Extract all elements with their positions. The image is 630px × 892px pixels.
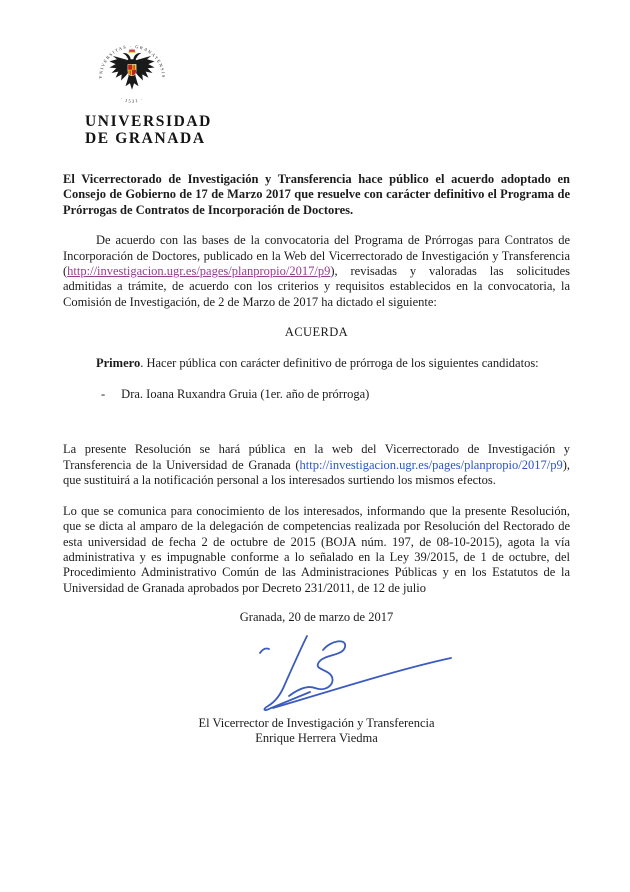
planpropio-link-1[interactable]: http://investigacion.ugr.es/pages/planpropio/2017/p9 xyxy=(67,264,331,279)
planpropio-link-2[interactable]: http://investigacion.ugr.es/pages/planpropio/2017/p9 xyxy=(299,457,563,472)
acuerda-heading: ACUERDA xyxy=(284,325,349,340)
para1-text-after: ), revisadas y valoradas las solicitudes admitidas a trámite, de acuerdo con los criterios y requisitos establecidos en la convocatoria, la Comisión de Investigación, de 2 de Marzo de 2017 ha dictado el siguiente: xyxy=(63,264,570,309)
signer-name: Enrique Herrera Viedma xyxy=(255,730,378,745)
paragraph-primero xyxy=(63,356,570,371)
announcement-header: El Vicerrectorado de Investigación y Transferencia hace público el acuerdo adoptado en Consejo de Gobierno de 17 de Marzo 2017 que resuelve con carácter definitivo el Programa de Prórrogas de Contratos de Incorporación de Doctores. xyxy=(63,172,570,217)
paragraph-legal: Lo que se comunica para conocimiento de los interesados, informando que la presente Resolución, que se dicta al amparo de la delegación de competencias realizada por Resolución del Rectorado de esta universidad de fecha 2 de octubre de 2015 (BOJA núm. 197, de 08-10-2015), agota la vía administrativa y es impugnable conforme a lo señalado en la Ley 39/2015, de 1 de octubre, del Procedimiento Administrativo Común de las Administraciones Públicas y en los Estatutos de la Universidad de Granada aprobados por Decreto 231/2011, de 12 de julio xyxy=(63,503,570,595)
para1-text-before: De acuerdo con las bases de la convocatoria del Programa de Prórrogas para Contratos de Incorporación de Doctores, publicado en la Web del Vicerrectorado de Investigación y Transferencia ( xyxy=(63,233,570,279)
candidate-list-item xyxy=(101,387,570,402)
ugr-logo xyxy=(63,0,570,147)
handwritten-signature xyxy=(255,632,455,712)
crown-icon xyxy=(129,48,136,52)
shield-icon xyxy=(128,64,136,75)
seal-text-top: VNIVERSITAS · GRANATENSIS xyxy=(97,43,167,79)
primero-text: . Hacer pública con carácter definitivo de prórroga de los siguientes candidatos: xyxy=(140,355,539,370)
dateline: Granada, 20 de marzo de 2017 xyxy=(239,610,394,625)
ugr-wordmark xyxy=(85,114,570,147)
para2-text-after: ), que sustituirá a la notificación personal a los interesados surtiendo los mismos efectos. xyxy=(63,457,570,488)
signer-title: El Vicerrector de Investigación y Transferencia xyxy=(198,715,435,730)
paragraph-publicacion xyxy=(63,442,570,488)
list-dash: - xyxy=(101,387,106,402)
paragraph-bases-convocatoria xyxy=(63,233,570,310)
ugr-crest-seal-icon xyxy=(91,36,173,112)
svg-text:· 1531 · xyxy=(119,96,144,104)
primero-label: Primero xyxy=(96,355,141,370)
seal-text-bottom: · 1531 · xyxy=(119,95,145,104)
candidate-name: Dra. Ioana Ruxandra Gruia (1er. año de prórroga) xyxy=(121,387,370,402)
para2-text-before: La presente Resolución se hará pública en la web del Vicerrectorado de Investigación y Transferencia de la Universidad de Granada ( xyxy=(63,442,570,472)
wordmark-line2: DE GRANADA xyxy=(85,129,206,147)
wordmark-line1: UNIVERSIDAD xyxy=(85,113,212,130)
